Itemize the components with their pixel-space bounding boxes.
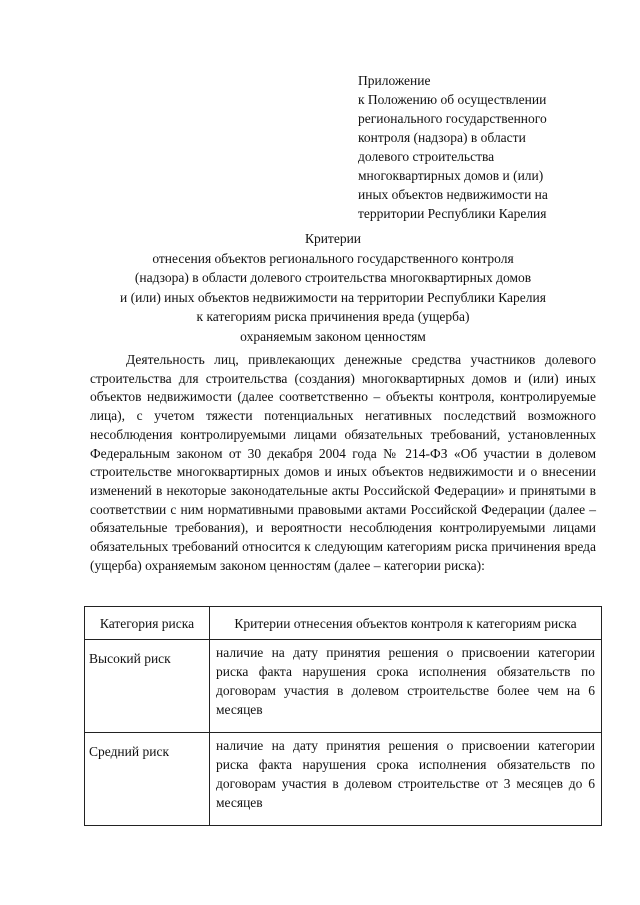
appendix-line: иных объектов недвижимости на [358, 187, 548, 202]
title-heading: Критерии [304, 231, 362, 246]
title-line: охраняемым законом ценностям [240, 328, 426, 344]
risk-category-cell: Средний риск [85, 733, 210, 826]
risk-category-table [84, 606, 602, 826]
document-title [60, 229, 606, 346]
risk-criteria-cell: наличие на дату принятия решения о присвоении категории риска факта нарушения срока исполнения обязательств по договорам участия в долевом строительстве более чем на 6 месяцев [210, 640, 602, 733]
appendix-line: многоквартирных домов и (или) [358, 168, 544, 183]
column-header-category: Категория риска [85, 607, 210, 640]
risk-category-cell: Высокий риск [85, 640, 210, 733]
body-paragraph: Деятельность лиц, привлекающих денежные средства участников долевого строительства для строительства (создания) многоквартирных домов и (или) иных объектов недвижимости (далее соответственно – объекты контроля, контролируемые лица), с учетом тяжести потенциальных негативных последствий возможного несоблюдения контролируемыми лицами обязательных требований, установленных Федеральным законом от 30 декабря 2004 года № 214-ФЗ «Об участии в долевом строительстве многоквартирных домов и иных объектов недвижимости и о внесении изменений в некоторые законодательные акты Российской Федерации» и принятыми в соответствии с ним нормативными правовыми актами Российской Федерации (далее – обязательные требования), и вероятности несоблюдения контролируемыми лицами обязательных требований относится к следующим категориям риска причинения вреда (ущерба) охраняемым законом ценностям (далее – категории риска): [90, 352, 596, 573]
appendix-block [358, 71, 598, 223]
title-line: и (или) иных объектов недвижимости на территории Республики Карелия [120, 289, 546, 305]
table-header-row [85, 607, 602, 640]
appendix-line: территории Республики Карелия [358, 206, 547, 221]
appendix-line: регионального государственного [358, 111, 547, 126]
appendix-line: контроля (надзора) в области [358, 130, 526, 145]
appendix-line: долевого строительства [358, 149, 495, 164]
appendix-line: к Положению об осуществлении [358, 92, 547, 107]
title-line: к категориям риска причинения вреда (ущерба) [196, 309, 470, 324]
title-line: (надзора) в области долевого строительства многоквартирных домов [134, 270, 532, 285]
appendix-line: Приложение [358, 73, 431, 88]
risk-criteria-cell: наличие на дату принятия решения о присвоении категории риска факта нарушения срока исполнения обязательств по договорам участия в долевом строительстве от 3 месяцев до 6 месяцев [210, 733, 602, 826]
table-row [85, 733, 602, 826]
column-header-criteria: Критерии отнесения объектов контроля к категориям риска [210, 607, 602, 640]
table-row [85, 640, 602, 733]
title-line: отнесения объектов регионального государственного контроля [152, 250, 514, 266]
